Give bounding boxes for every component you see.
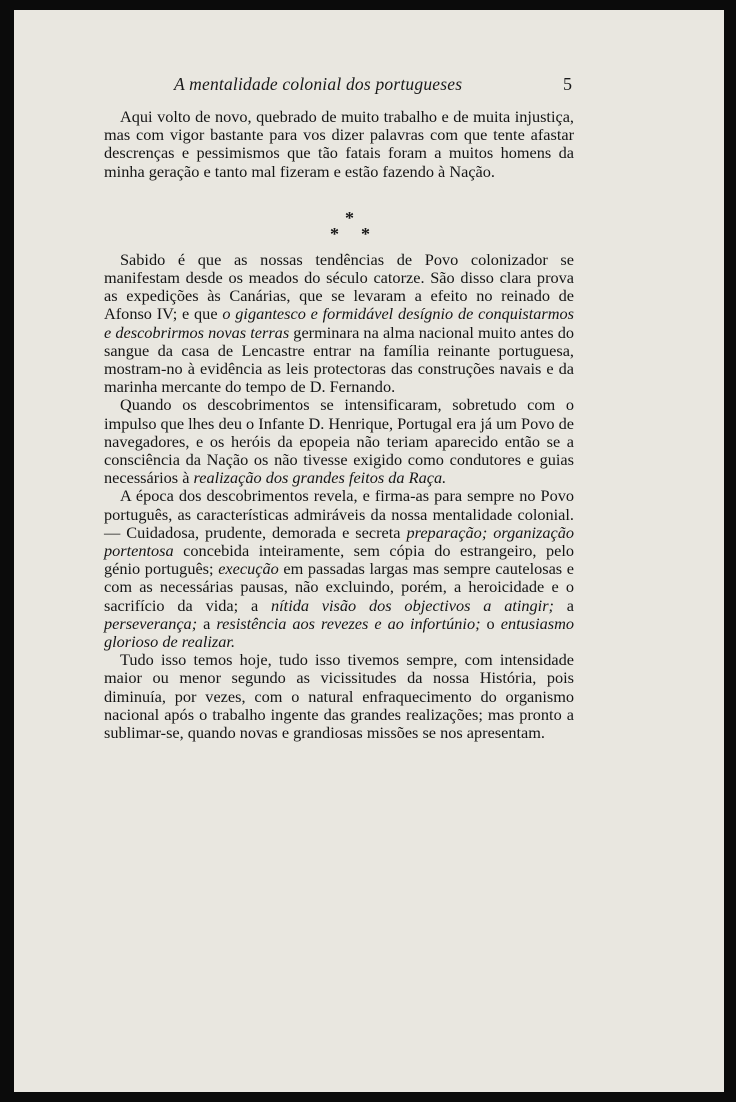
italic-run: resistência aos revezes e ao infortúnio; bbox=[216, 613, 481, 633]
text-run: Sabido é que as nossas tendências de Povo colonizador se manifestam desde os meados do século catorze. São disso clara prova as expedições às Canárias, que se levaram a efeito no reinado de Afonso IV; e que bbox=[104, 249, 574, 324]
paragraph-3 bbox=[104, 396, 574, 487]
text-run: Quando os descobrimentos se intensificaram, sobretudo com o impulso que lhes deu o Infante D. Henrique, Portugal era já um Povo de navegadores, e os heróis da epopeia não teriam aparecido então se a consciência da Nação os não tivesse exigido como condutores e guias necessários à bbox=[104, 395, 574, 488]
asterism-star: * bbox=[361, 223, 370, 244]
text-run: concebida inteiramente, sem cópia do estrangeiro, pelo génio português; bbox=[104, 541, 574, 579]
section-break-asterism bbox=[104, 181, 574, 251]
paragraph-2 bbox=[104, 251, 574, 397]
text-run: Aqui volto de novo, quebrado de muito trabalho e de muita injustiça, mas com vigor bastante para vos dizer palavras com que tente afastar descrenças e pessimismos que tão fatais foram a muitos homens da minha geração e tanto mal fizeram e estão fazendo à Nação. bbox=[104, 107, 574, 181]
text-run: a bbox=[197, 613, 217, 633]
italic-run: perseverança; bbox=[104, 613, 198, 633]
text-run: A época dos descobrimentos revela, e firma-as para sempre no Povo português, as características admiráveis da nossa mentalidade colonial. — Cuidadosa, prudente, demorada e secreta bbox=[104, 486, 574, 542]
page-number: 5 bbox=[563, 74, 572, 94]
text-run: a bbox=[553, 595, 575, 615]
running-title: A mentalidade colonial dos portugueses bbox=[174, 74, 463, 94]
italic-run: realização dos grandes feitos da Raça. bbox=[193, 468, 447, 488]
italic-run: execução bbox=[218, 559, 279, 579]
asterism-star: * bbox=[330, 223, 339, 244]
body-text bbox=[104, 108, 574, 742]
page-header bbox=[14, 74, 724, 100]
paragraph-5 bbox=[104, 651, 574, 742]
text-run: germinara na alma nacional muito antes do sangue da casa de Lencastre entrar na família reinante portuguesa, mostram-no à evidência as leis protectoras das construções navais e da marinha mercante do tempo de D. Fernando. bbox=[104, 322, 574, 397]
italic-run: preparação; organização portentosa bbox=[104, 522, 574, 561]
italic-run: o gigantesco e formidável desígnio de conquistarmos e descobrirmos novas terras bbox=[104, 304, 574, 342]
text-run: em passadas largas mas sempre cautelosas e com as necessárias pausas, não excluindo, porém, a heroicidade e o sacrifício da vida; a bbox=[104, 559, 575, 615]
paragraph-4 bbox=[104, 487, 574, 651]
italic-run: entusiasmo glorioso de realizar. bbox=[104, 613, 574, 652]
asterism-star: * bbox=[345, 207, 354, 228]
paragraph-1 bbox=[104, 108, 574, 181]
text-run: o bbox=[480, 613, 501, 633]
text-run: Tudo isso temos hoje, tudo isso tivemos sempre, com intensidade maior ou menor segundo as vicissitudes da nossa História, pois diminuía, por vezes, com o natural enfraquecimento do organismo nacional após o trabalho ingente das grandes realizações; mas pronto a sublimar-se, quando novas e grandiosas missões se nos apresentam. bbox=[104, 650, 574, 743]
italic-run: nítida visão dos objectivos a atingir; bbox=[271, 595, 554, 615]
book-page bbox=[14, 10, 724, 1092]
